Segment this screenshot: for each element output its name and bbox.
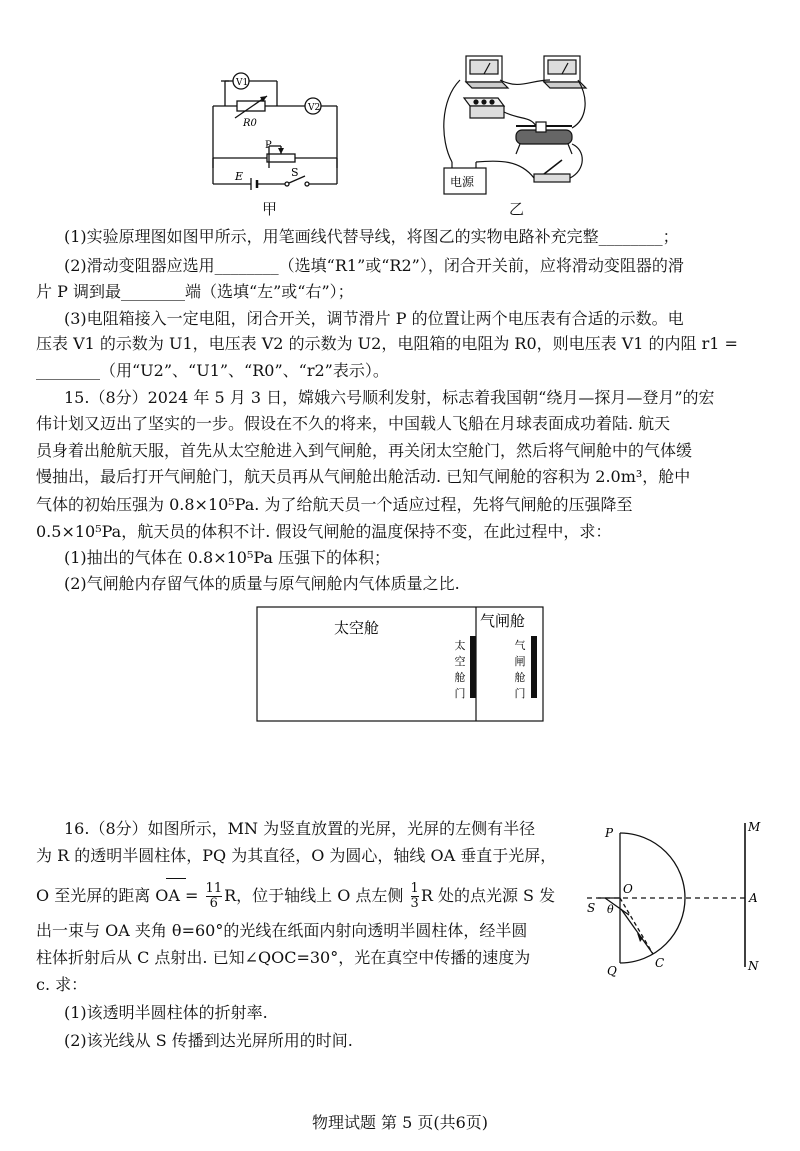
label-N: N xyxy=(748,959,759,973)
svg-text:气: 气 xyxy=(514,639,526,652)
q16-line5: 柱体折射后从 C 点射出. 已知∠QOC=30°，光在真空中传播的速度为 xyxy=(36,948,531,967)
frac1-den: 6 xyxy=(209,896,218,911)
label-Q: Q xyxy=(607,964,617,978)
figure-jia-circuit xyxy=(205,66,345,194)
overline-oa xyxy=(166,878,186,879)
svg-text:空: 空 xyxy=(454,655,466,668)
q16-line3-c: R 处的点光源 S 发 xyxy=(420,886,556,905)
svg-text:门: 门 xyxy=(454,687,466,700)
label-r0: R0 xyxy=(243,118,257,129)
q14-part2-line1: (2)滑动变阻器应选用________（选填“R1”或“R2”），闭合开关前，应将滑动变阻器的滑 xyxy=(64,256,684,275)
frac2-num: 1 xyxy=(410,881,419,896)
q16-line6: c. 求： xyxy=(36,975,88,994)
q14-part2-line2: 片 P 调到最________端（选填“左”或“右”）； xyxy=(36,282,354,301)
q15-sub1: (1)抽出的气体在 0.8×10⁵Pa 压强下的体积； xyxy=(64,548,391,567)
figure-yi-physical-circuit xyxy=(440,50,590,198)
q16-line2: 为 R 的透明半圆柱体，PQ 为其直径，O 为圆心，轴线 OA 垂直于光屏， xyxy=(36,846,557,865)
q15-sub2: (2)气闸舱内存留气体的质量与原气闸舱内气体质量之比. xyxy=(64,574,460,593)
label-p: P xyxy=(265,140,272,151)
q16-line4: 出一束与 OA 夹角 θ=60°的光线在纸面内射向透明半圆柱体，经半圆 xyxy=(36,921,528,940)
q16-line1: 16.（8分）如图所示，MN 为竖直放置的光屏，光屏的左侧有半径 xyxy=(64,819,536,838)
q14-part3-line1: (3)电阻箱接入一定电阻，闭合开关，调节滑片 P 的位置让两个电压表有合适的示数。电 xyxy=(64,309,684,328)
q16-line3-a: O 至光屏的距离 OA = xyxy=(36,886,204,905)
q15-line4: 慢抽出，最后打开气闸舱门，航天员再从气闸舱出舱活动. 已知气闸舱的容积为 2.0m³，舱中 xyxy=(36,467,691,486)
q14-part3-line2: 压表 V1 的示数为 U1，电压表 V2 的示数为 U2，电阻箱的电阻为 R0，则电压表 V1 的内阻 r1 = xyxy=(36,334,738,353)
label-space-cabin: 太空舱 xyxy=(334,619,380,637)
figure-yi-caption: 乙 xyxy=(509,200,525,218)
label-power: 电源 xyxy=(450,175,475,189)
label-e: E xyxy=(235,170,244,183)
label-cabin-door-vertical xyxy=(455,638,466,700)
q15-line3: 员身着出舱航天服，首先从太空舱进入到气闸舱，再关闭太空舱门，然后将气闸舱中的气体缓 xyxy=(36,441,693,460)
svg-text:闸: 闸 xyxy=(514,655,526,668)
q16-line3-b: R，位于轴线上 O 点左侧 xyxy=(224,886,404,905)
svg-text:舱: 舱 xyxy=(454,671,466,684)
label-airlock: 气闸舱 xyxy=(480,612,526,630)
label-s: S xyxy=(291,166,299,179)
label-v1: V1 xyxy=(236,78,249,88)
q15-line6: 0.5×10⁵Pa，航天员的体积不计. 假设气闸舱的温度保持不变，在此过程中，求： xyxy=(36,522,612,541)
q14-part1: (1)实验原理图如图甲所示，用笔画线代替导线，将图乙的实物电路补充完整________； xyxy=(64,227,679,246)
label-C: C xyxy=(655,956,665,970)
q16-sub2: (2)该光线从 S 传播到达光屏所用的时间. xyxy=(64,1031,353,1050)
q16-figure-semicylinder xyxy=(585,815,770,985)
label-theta: θ xyxy=(607,903,614,916)
frac2-den: 3 xyxy=(410,896,419,911)
svg-text:门: 门 xyxy=(514,687,526,700)
label-P: P xyxy=(605,826,614,840)
label-airlock-door-vertical xyxy=(515,638,526,700)
q15-figure-cabins xyxy=(256,606,546,724)
label-O: O xyxy=(623,882,633,896)
q16-line3 xyxy=(36,882,596,911)
label-S: S xyxy=(587,901,596,915)
svg-text:太: 太 xyxy=(454,639,466,652)
frac1-num: 11 xyxy=(205,881,223,896)
q15-line2: 伟计划又迈出了坚实的一步。假设在不久的将来，中国载人飞船在月球表面成功着陆. 航天 xyxy=(36,414,671,433)
label-A: A xyxy=(749,891,758,905)
q15-line5: 气体的初始压强为 0.8×10⁵Pa. 为了给航天员一个适应过程，先将气闸舱的压强降至 xyxy=(36,495,633,514)
q14-part3-line3: ________（用“U2”、“U1”、“R0”、“r2”表示）。 xyxy=(36,361,389,380)
page-footer: 物理试题 第 5 页(共6页) xyxy=(311,1113,489,1132)
q16-sub1: (1)该透明半圆柱体的折射率. xyxy=(64,1003,268,1022)
label-v2: V2 xyxy=(308,103,321,113)
figure-jia-caption: 甲 xyxy=(262,200,278,218)
q15-line1: 15.（8分）2024 年 5 月 3 日，嫦娥六号顺利发射，标志着我国朝“绕月—探月—登月”的宏 xyxy=(64,388,715,407)
label-M: M xyxy=(748,820,761,834)
svg-text:舱: 舱 xyxy=(514,671,526,684)
